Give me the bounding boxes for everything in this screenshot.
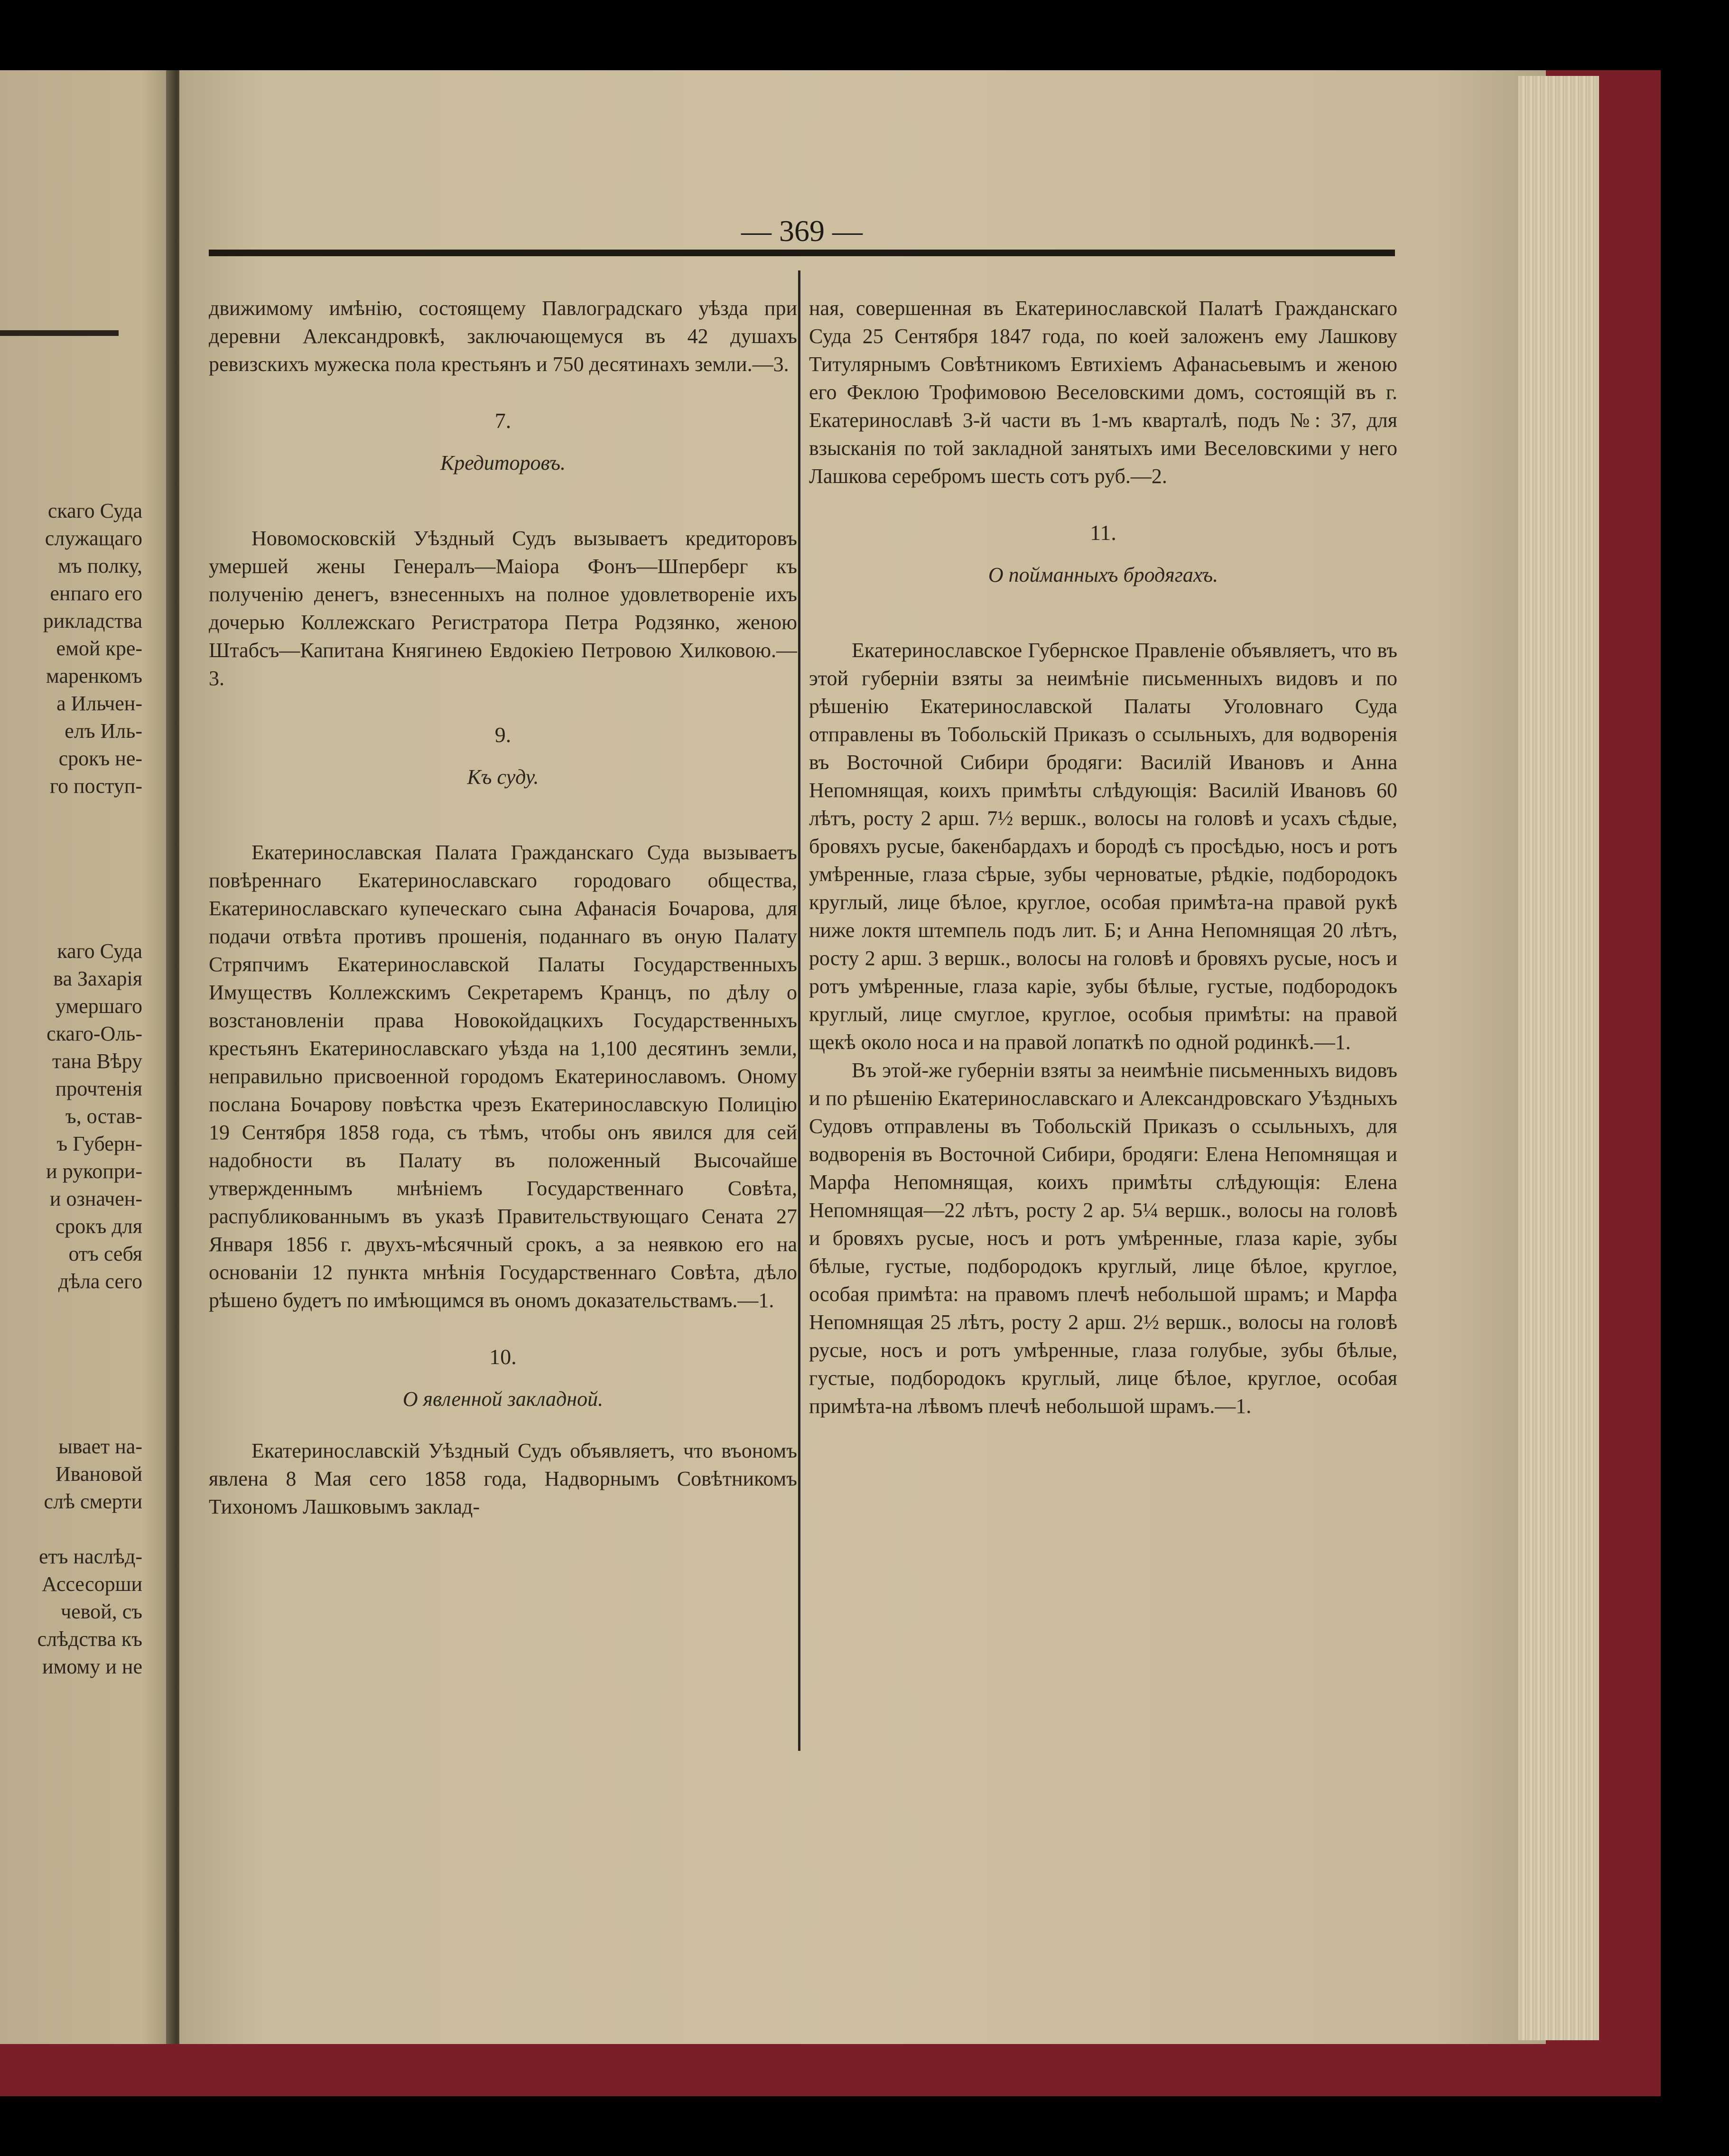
section-number-10: 10. [489, 1345, 517, 1369]
left-page-fragment [0, 70, 177, 2044]
notice-paragraph: Екатеринославское Губернское Правленіе объявляетъ, что въ этой губерніи взяты за неимѣніе письменныхъ видовъ и по рѣшенію Екатеринославской Палаты Уголовнаго Суда отправлены въ Тобольскій Приказъ о ссыльныхъ, для водворенія въ Восточной Сибири бродяги: Василій Ивановъ и Анна Непомнящая, коихъ примѣты слѣдующія: Василій Ивановъ 60 лѣтъ, росту 2 арш. 7½ вершк., волосы на головѣ и усахъ сѣдые, бровяхъ русые, бакенбардахъ и бородѣ съ просѣдью, носъ и ротъ умѣренные, глаза сѣрые, зубы черноватые, рѣдкіе, подбородокъ круглый, лице бѣлое, круглое, особая примѣта-на правой рукѣ ниже локтя штемпель подъ лит. Б; и Анна Непомнящая 20 лѣтъ, росту 2 арш. 3 вершк., волосы на головѣ и бровяхъ русые, носъ и ротъ умѣренные, глаза каріе, зубы бѣлые, густые, подбородокъ круглый, лице смуглое, круглое, особыя примѣты: на правой щекѣ около носа и на правой лопаткѣ по одной родинкѣ.—1. [809, 639, 1397, 1054]
notice-paragraph: Въ этой-же губерніи взяты за неимѣніе письменныхъ видовъ и по рѣшенію Екатеринославскаго и Александровскаго Уѣздныхъ Судовъ отправлены въ Тобольскій Приказъ о ссыльныхъ, для водворенія въ Восточной Сибири, бродяги: Елена Непомнящая и Марфа Непомнящая, коихъ примѣты слѣдующія: Елена Непомнящая—22 лѣтъ, росту 2 ар. 5¼ вершк., волосы на головѣ и бровяхъ русые, носъ и ротъ умѣренные, глаза каріе, зубы бѣлые, густые, подбородокъ круглый, лице бѣлое, круглое, особая примѣта: на правомъ плечѣ небольшой шрамъ; и Марфа Непомнящая 25 лѣтъ, росту 2 арш. 2½ вершк., волосы на головѣ русые, носъ и ротъ умѣренные, глаза голубые, зубы бѣлые, густые, подбородокъ круглый, лице бѣлое, круглое, особая примѣта-на лѣвомъ плечѣ небольшой шрамъ.—1. [809, 1059, 1397, 1418]
left-page-line [0, 800, 142, 827]
left-page-line: енпаго его [50, 582, 142, 605]
left-page-line: слѣ смерти [44, 1490, 142, 1513]
left-page-line: маренкомъ [46, 664, 142, 688]
section-number-7: 7. [494, 409, 511, 433]
section-title-vagrants: О пойманныхъ бродягахъ. [988, 563, 1218, 586]
left-page-line [0, 855, 142, 883]
left-page-line: ъ Губерн- [56, 1132, 142, 1155]
left-page-line: ъ, остав- [65, 1105, 142, 1128]
left-page-line [0, 910, 142, 938]
left-page-line: етъ наслѣд- [38, 1545, 142, 1568]
page-stack-edge [1518, 76, 1599, 2040]
left-page-line [0, 1350, 142, 1378]
left-page-line [0, 1323, 142, 1350]
left-page-header-rule [0, 330, 119, 336]
left-page-line: емой кре- [56, 637, 142, 660]
left-page-line: каго Суда [57, 939, 142, 963]
left-page-line: прочтенія [55, 1077, 142, 1100]
left-page-line: го поступ- [50, 774, 142, 798]
notice-paragraph: Екатеринославскій Уѣздный Судъ объявляетъ, что въономъ явлена 8 Мая сего 1858 года, Надворнымъ Совѣтникомъ Тихономъ Лашковымъ заклад- [209, 1439, 797, 1518]
left-page-line: елъ Иль- [65, 719, 142, 743]
column-divider-rule [798, 270, 800, 1751]
left-page-line: слѣдства къ [37, 1627, 142, 1651]
section-title-to-court: Къ суду. [467, 765, 539, 789]
page-number: — 369 — [741, 214, 863, 248]
left-page-line: мъ полку, [58, 554, 142, 577]
section-title-creditors: Кредиторовъ. [440, 451, 566, 474]
left-page-line: Ассесорши [42, 1572, 142, 1596]
left-page-line: отъ себя [68, 1242, 142, 1265]
left-page-line: ывает на- [58, 1435, 142, 1458]
header-rule [209, 250, 1395, 256]
left-page-line: тана Вѣру [52, 1050, 142, 1073]
left-page-line [0, 1295, 142, 1323]
left-page-line: срокъ не- [58, 747, 142, 770]
left-page-line: скаго Суда [47, 499, 142, 522]
left-page-line: умершаго [55, 994, 142, 1018]
left-page-line [0, 883, 142, 910]
left-page-line: рикладства [43, 609, 142, 632]
section-number-9: 9. [494, 723, 511, 747]
continued-paragraph: движимому имѣнію, состоящему Павлоградскаго уѣзда при деревни Александровкѣ, заключающемуся въ 42 душахъ ревизскихъ мужеска пола крестьянъ и 750 десятинахъ земли.—3. [209, 297, 797, 376]
left-page-line [0, 827, 142, 855]
left-page-line [0, 1515, 142, 1543]
notice-paragraph: Екатеринославская Палата Гражданскаго Суда вызываетъ повѣреннаго Екатеринославскаго городоваго общества, Екатеринославскаго купеческаго сына Афанасія Бочарова, для подачи отвѣта противъ прошенія, поданнаго въ оную Палату Стряпчимъ Екатеринославской Палаты Государственныхъ Имуществъ Коллежскимъ Секретаремъ Кранцъ, по дѣлу о возстановленіи права Новокойдацкихъ Государственныхъ крестьянъ Екатеринославскаго уѣзда на 1,100 десятинъ земли, неправильно присвоенной городомъ Екатеринославомъ. Оному послана Бочарову повѣстка чрезъ Екатеринославскую Полицію 19 Сентября 1858 года, съ тѣмъ, чтобы онъ явился для сей надобности въ Палату въ положенный Высочайше утвержденнымъ мнѣніемъ Государственнаго Совѣта, распубликованнымъ въ указѣ Правительствующаго Сената 27 Января 1856 г. двухъ-мѣсячный срокъ, а за неявкою его на основаніи 12 пункта мнѣнія Государственнаго Совѣта, дѣло рѣшено будетъ по имѣющимся въ ономъ доказательствамъ.—1. [209, 841, 797, 1312]
left-page-line: срокъ для [55, 1215, 142, 1238]
left-page-text-column [0, 497, 142, 1681]
text-column-left [209, 294, 797, 1521]
left-page-line: и рукопри- [46, 1160, 142, 1183]
left-page-line: скаго-Оль- [46, 1022, 142, 1045]
section-title-mortgage: О явленной закладной. [402, 1387, 604, 1411]
left-page-line: и означен- [49, 1187, 142, 1210]
notice-paragraph: Новомосковскій Уѣздный Судъ вызываетъ кредиторовъ умершей жены Генералъ—Маіора Фонъ—Шперберг къ полученію денегъ, взнесенныхъ на полное удовлетвореніе ихъ дочерью Коллежскаго Регистратора Петра Родзянко, женою Штабсъ—Капитана Княгинею Евдокіею Петровою Хилковою.—3. [209, 527, 797, 690]
text-column-right [809, 294, 1397, 1420]
section-number-11: 11. [1090, 520, 1116, 545]
left-page-line: а Ильчен- [56, 692, 142, 715]
left-page-line: служащаго [45, 527, 142, 550]
left-page-line [0, 1378, 142, 1405]
left-page-line: Ивановой [55, 1462, 142, 1486]
left-page-line: имому и не [42, 1655, 142, 1678]
left-page-line: чевой, съ [61, 1600, 142, 1623]
left-page-line [0, 1405, 142, 1433]
left-page-line: дѣла сего [58, 1270, 142, 1293]
continued-paragraph: ная, совершенная въ Екатеринославской Палатѣ Гражданскаго Суда 25 Сентября 1847 года, по коей заложенъ ему Лашкову Титулярнымъ Совѣтникомъ Евтихіемъ Афанасьевымъ и женою его Феклою Трофимовою Веселовскими домъ, состоящій въ г. Екатеринославѣ 3-й части въ 1-мъ кварталѣ, подъ №: 37, для взысканія по той закладной занятыхъ ими Веселовскими у него Лашкова серебромъ шесть сотъ руб.—2. [809, 297, 1397, 488]
left-page-line: ва Захарія [53, 967, 142, 990]
